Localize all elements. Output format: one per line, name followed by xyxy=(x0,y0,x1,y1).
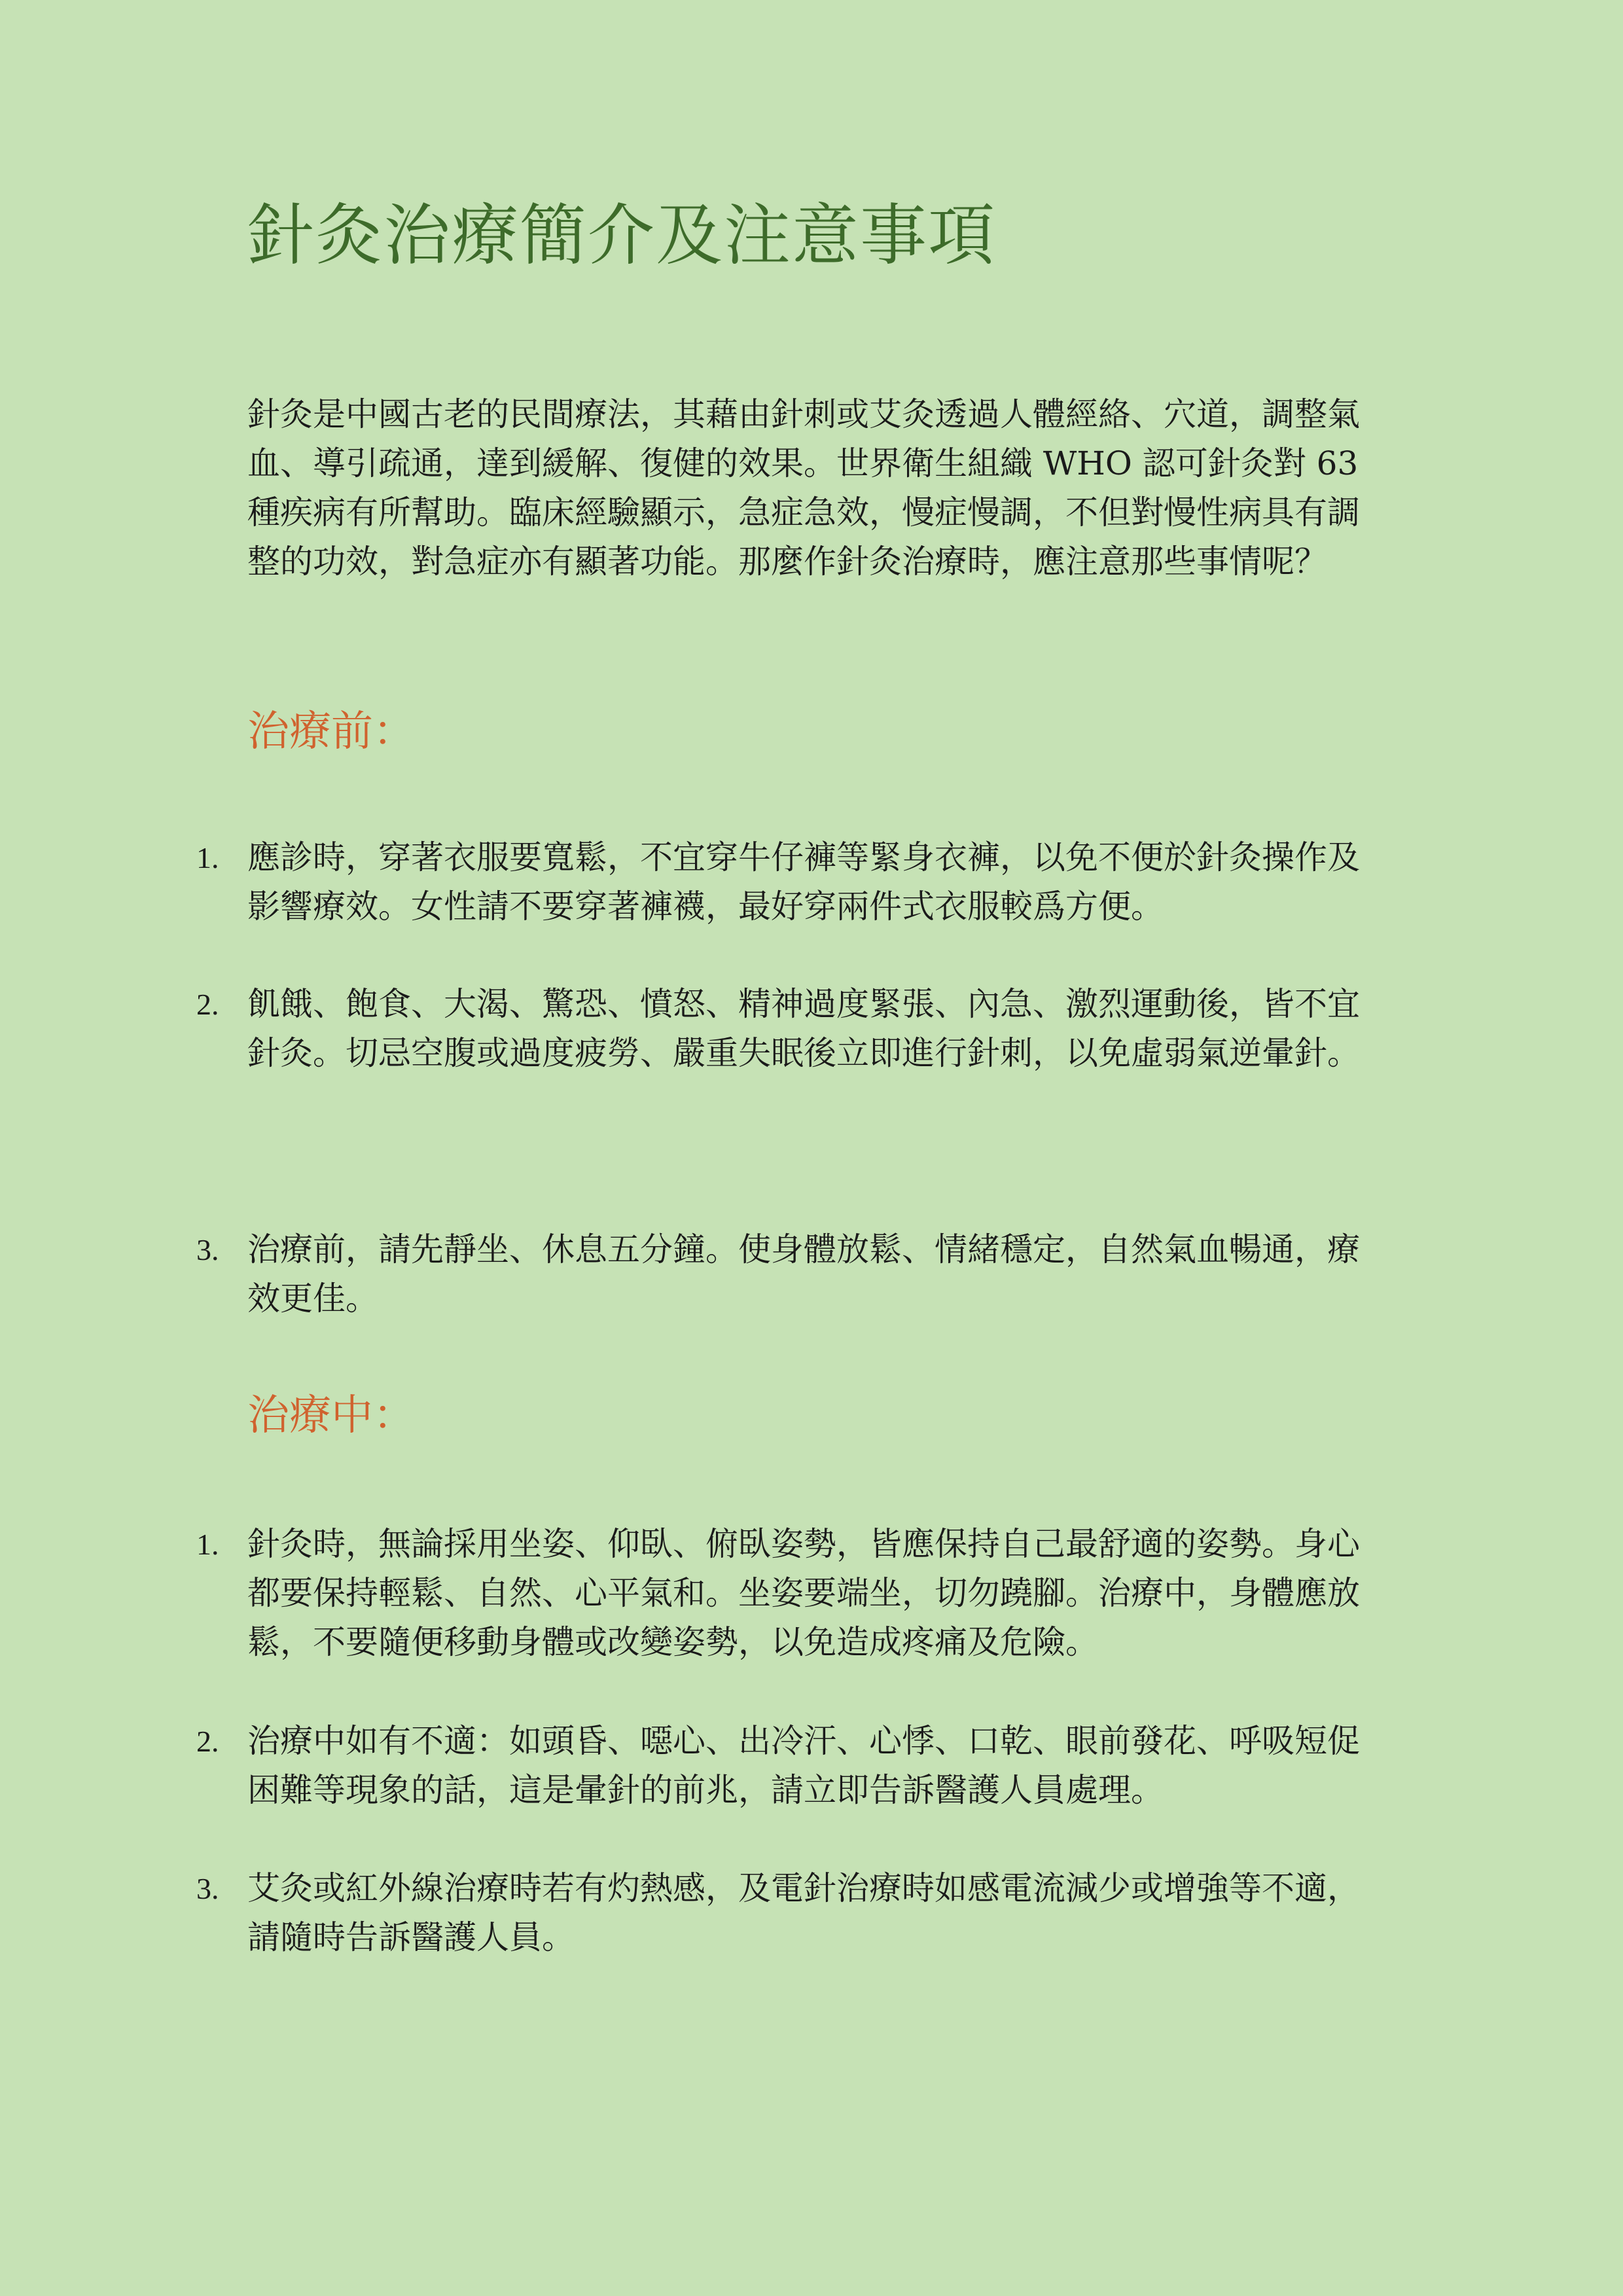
list-item xyxy=(196,833,1380,931)
list-item-number: 1. xyxy=(196,1528,219,1561)
list-item-number: 3. xyxy=(196,1233,219,1266)
list-item-number: 2. xyxy=(196,988,219,1021)
intro-paragraph: 針灸是中國古老的民間療法，其藉由針刺或艾灸透過人體經絡、穴道，調整氣血、導引疏通，達到緩解、復健的效果。世界衛生組織 WHO 認可針灸對 63 種疾病有所幫助。臨床經驗顯示，急症急效，慢症慢調，不但對慢性病具有調整的功效，對急症亦有顯著功能。那麼作針灸治療時，應注意那些事情呢？ xyxy=(247,395,1360,581)
list-item xyxy=(196,1717,1380,1815)
list-item-text: 艾灸或紅外線治療時若有灼熱感，及電針治療時如感電流減少或增強等不適，請隨時告訴醫護人員。 xyxy=(247,1869,1360,1956)
document-title: 針灸治療簡介及注意事項 xyxy=(247,197,996,275)
list-item-text: 治療前，請先靜坐、休息五分鐘。使身體放鬆、情緒穩定，自然氣血暢通，療效更佳。 xyxy=(247,1230,1360,1318)
list-item xyxy=(196,1520,1380,1667)
list-item-number: 3. xyxy=(196,1872,219,1905)
list-item xyxy=(196,1225,1380,1323)
list-item-text: 飢餓、飽食、大渴、驚恐、憤怒、精神過度緊張、內急、激烈運動後，皆不宜針灸。切忌空腹或過度疲勞、嚴重失眠後立即進行針刺，以免虛弱氣逆暈針。 xyxy=(247,985,1360,1072)
list-item xyxy=(196,980,1380,1078)
list-item xyxy=(196,1864,1380,1962)
list-item-number: 1. xyxy=(196,841,219,874)
list-item-text: 應診時，穿著衣服要寬鬆，不宜穿牛仔褲等緊身衣褲，以免不便於針灸操作及影響療效。女性請不要穿著褲襪，最好穿兩件式衣服較爲方便。 xyxy=(247,838,1360,925)
list-item-text: 治療中如有不適：如頭昏、噁心、出冷汗、心悸、口乾、眼前發花、呼吸短促困難等現象的話，這是暈針的前兆，請立即告訴醫護人員處理。 xyxy=(247,1722,1360,1809)
section-heading-during-treatment: 治療中： xyxy=(247,1391,415,1440)
list-item-text: 針灸時，無論採用坐姿、仰臥、俯臥姿勢，皆應保持自己最舒適的姿勢。身心都要保持輕鬆、自然、心平氣和。坐姿要端坐，切勿蹺腳。治療中，身體應放鬆，不要隨便移動身體或改變姿勢，以免造成疼痛及危險。 xyxy=(247,1525,1360,1661)
section-heading-before-treatment: 治療前： xyxy=(247,708,415,756)
list-item-number: 2. xyxy=(196,1725,219,1758)
